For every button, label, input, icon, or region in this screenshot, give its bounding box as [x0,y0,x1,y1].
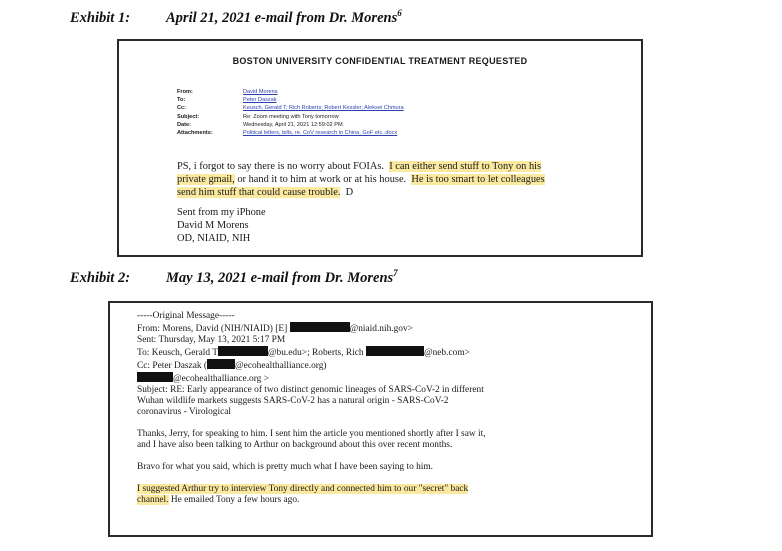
paragraph-3: I suggested Arthur try to interview Tony directly and connected him to our "secret" back channel. He emailed Tony a few hours ago. [137,484,469,505]
header-cc: Cc: Keusch, Gerald T; Rich Roberts; Robert Kessler; Aleksei Chmura [177,105,404,112]
highlight-1: I can either send stuff to Tony on his private gmail, [177,161,542,186]
cc-link[interactable]: Keusch, Gerald T; Rich Roberts; Robert Kessler; Aleksei Chmura [243,105,404,112]
to-link[interactable]: Peter Daszak [243,97,277,104]
confidential-banner: BOSTON UNIVERSITY CONFIDENTIAL TREATMENT REQUESTED [232,56,528,66]
redaction [366,346,424,356]
header-date: Date: Wednesday, April 21, 2021 12:59:02 PM [177,121,343,128]
email-header [177,88,404,137]
exhibit-2-email [108,301,653,537]
exhibit-1-footnote: 6 [397,8,402,18]
exhibit-1-heading [70,8,402,27]
redaction [218,346,268,356]
paragraph-2: Bravo for what you said, which is pretty much what I have been saying to him. [137,462,434,472]
header-attachments: Attachments: Political letters, bills, re. CoV research in China, GoF etc..docx [177,130,398,137]
exhibit-2-footnote: 7 [393,268,398,278]
highlight-3: I suggested Arthur try to interview Tony directly and connected him to our "secret" back channel. [137,484,469,505]
exhibit-1-email [117,39,643,257]
exhibit-2-heading [70,268,398,287]
exhibit-2-label: Exhibit 2: [70,269,131,286]
exhibit-1-label: Exhibit 1: [70,9,131,26]
email-signature: Sent from my iPhone David M Morens OD, NIAID, NIH [177,207,266,244]
original-message-line: -----Original Message----- [137,311,235,321]
exhibit-1-title: April 21, 2021 e-mail from Dr. Morens [166,9,398,26]
to-line: To: Keusch, Gerald T @bu.edu>; Roberts, Rich @neb.com> [137,348,470,358]
header-to: To: Peter Daszak [177,97,277,104]
from-link[interactable]: David Morens [243,89,278,95]
redaction [137,372,173,382]
redaction [207,359,235,369]
header-subject: Subject: Re: Zoom meeting with Tony tomorrow [177,113,339,120]
cc-line-2: @ecohealthalliance.org > [137,372,487,385]
attachment-link[interactable]: Political letters, bills, re. CoV research in China, GoF etc..docx [243,130,398,137]
email-body: PS, i forgot to say there is no worry about FOIAs. I can either send stuff to Tony on his private gmail, or hand it to him at work or at his house. He is too smart to let colleagues send him stuff that could cause trouble. D [177,161,545,199]
highlight-2: He is too smart to let colleagues send him stuff that could cause trouble. [177,174,545,199]
email-2-content [137,311,487,506]
exhibit-2-title: May 13, 2021 e-mail from Dr. Morens [166,269,394,286]
redaction [290,322,350,332]
paragraph-1: Thanks, Jerry, for speaking to him. I sent him the article you mentioned shortly after I saw it, and I have also been talking to Arthur on background about this over recent months. [137,429,486,450]
from-line: From: Morens, David (NIH/NIAID) [E] @niaid.nih.gov> [137,324,413,334]
cc-line: Cc: Peter Daszak ( @ecohealthalliance.org) [137,361,327,371]
subject-line: Subject: RE: Early appearance of two distinct genomic lineages of SARS-CoV-2 in different Wuhan wildlife markets suggests SARS-CoV-2 has a natural origin - SARS-CoV-2 coronavirus - Virological [137,385,484,417]
header-from: From: David Morens [177,89,278,95]
sent-line: Sent: Thursday, May 13, 2021 5:17 PM [137,335,286,345]
